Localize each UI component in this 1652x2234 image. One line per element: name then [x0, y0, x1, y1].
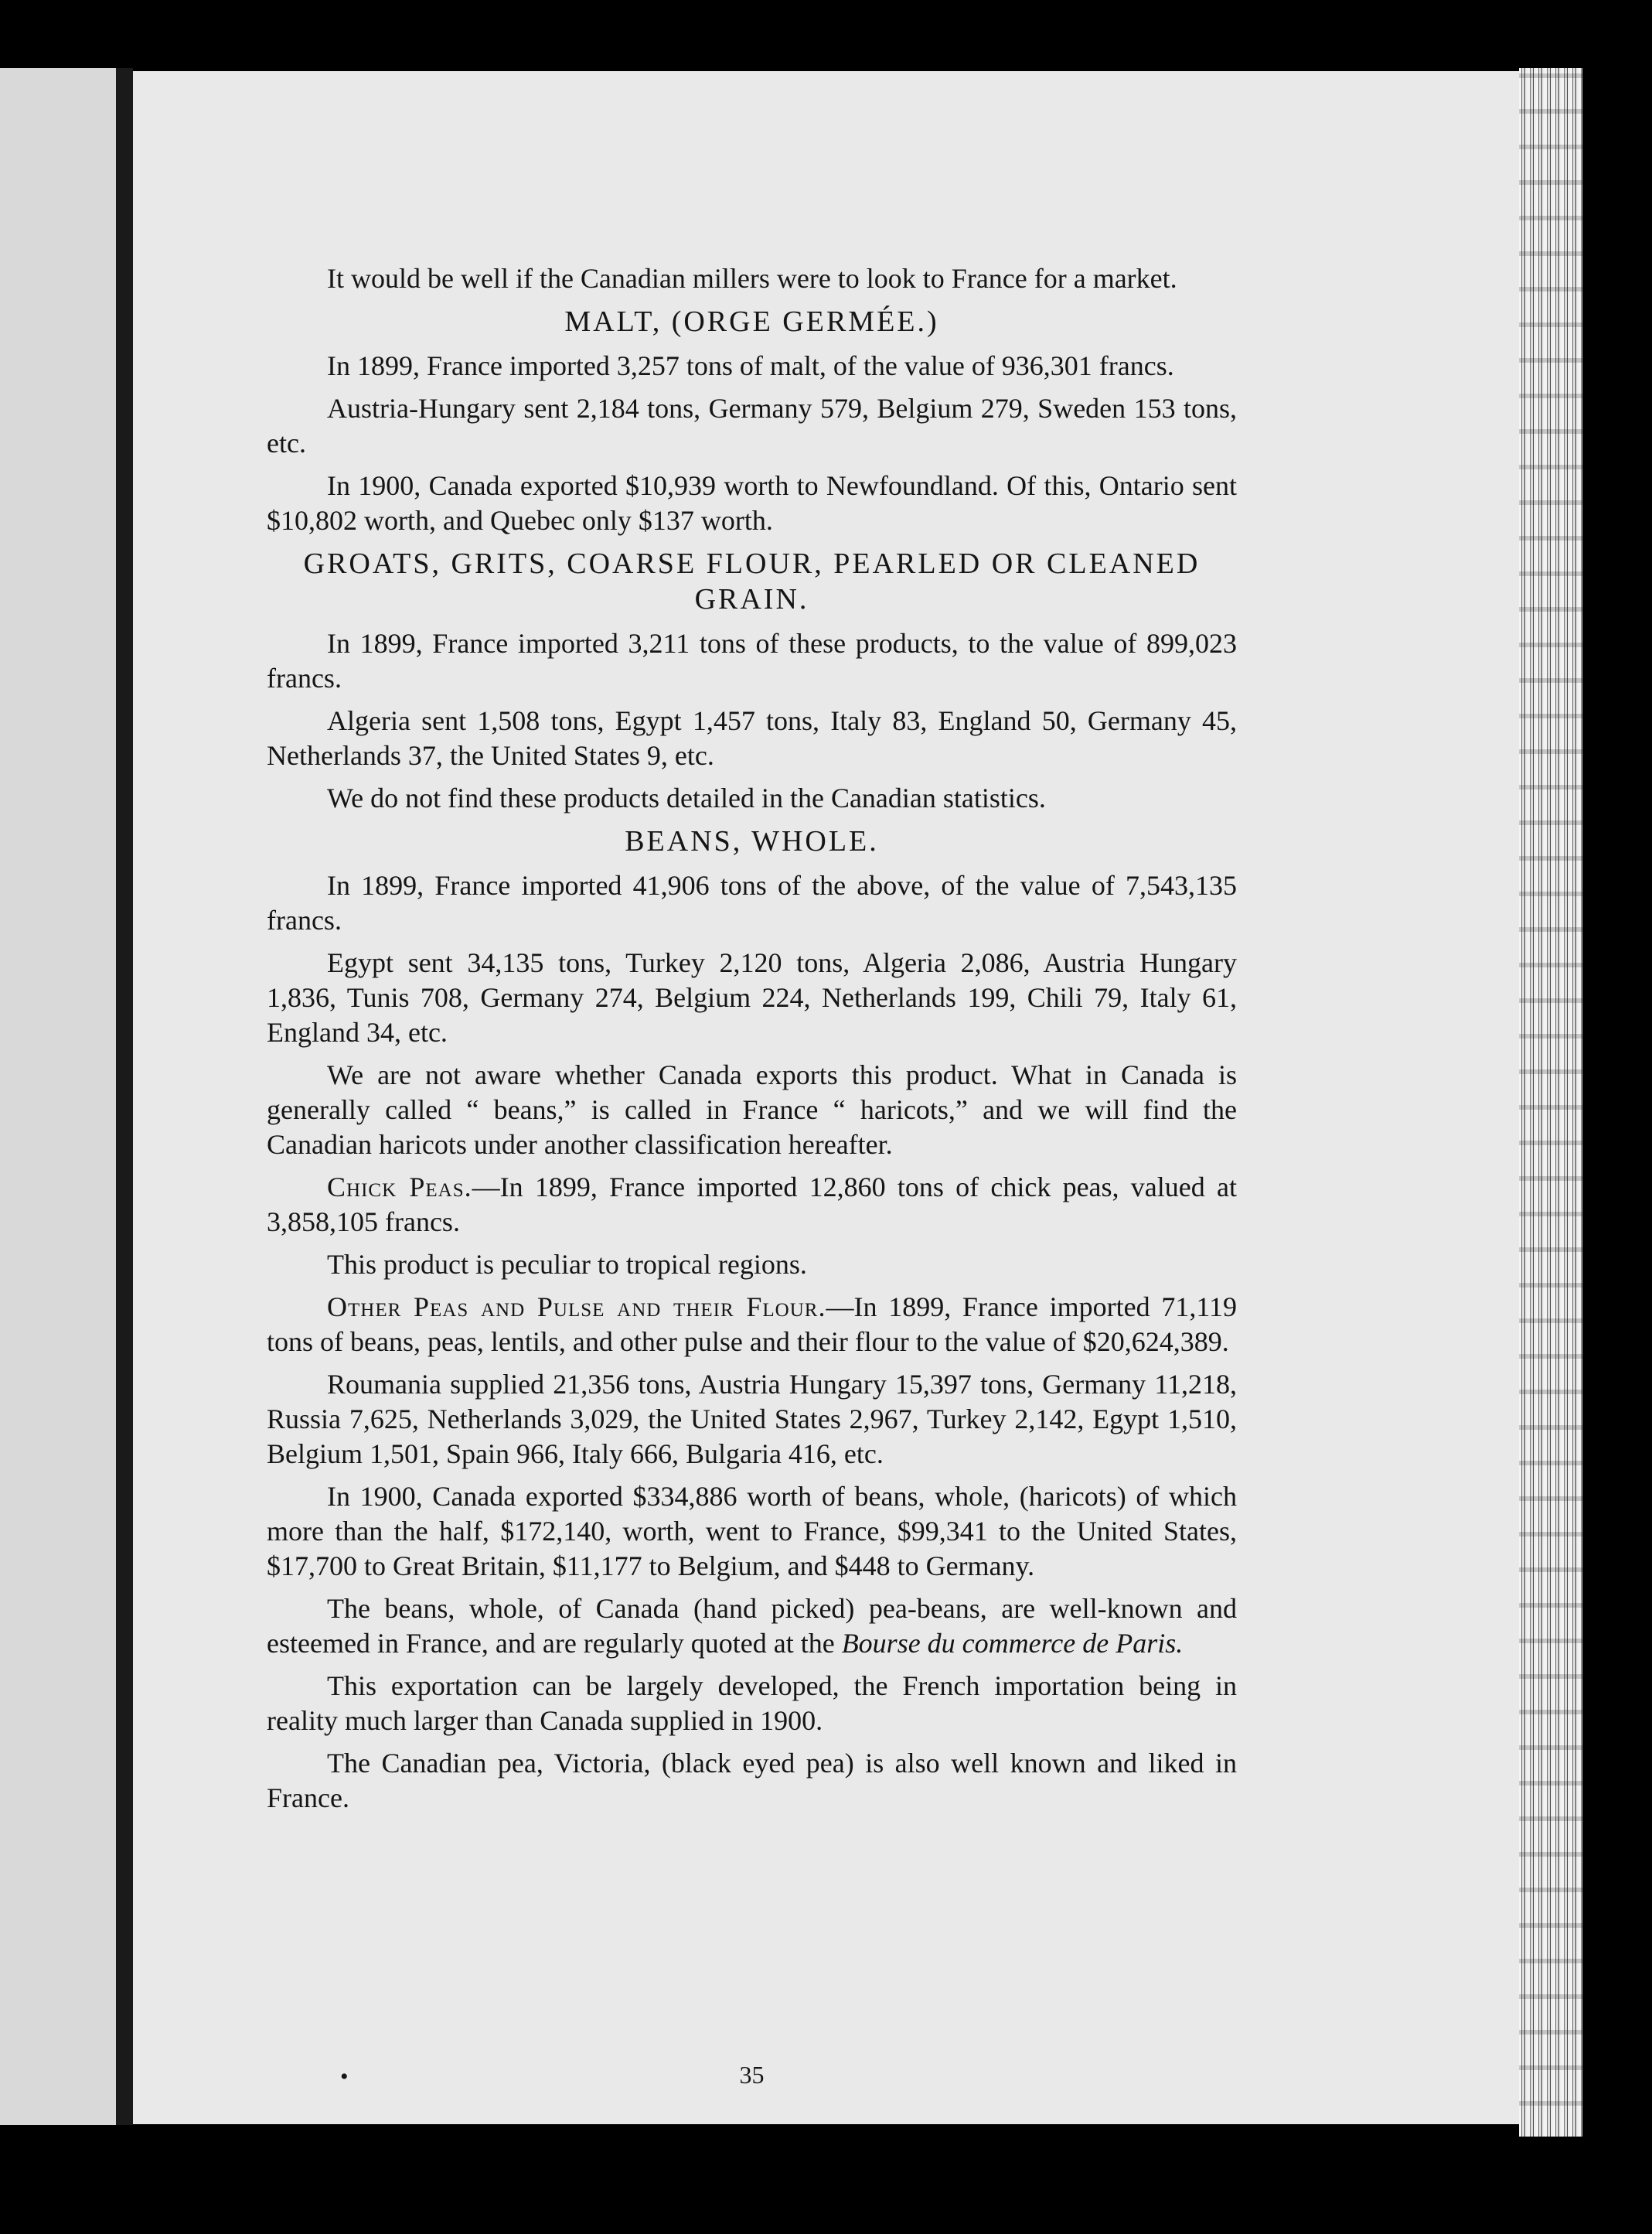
chick-peas-paragraph	[267, 1170, 1237, 1240]
victoria-paragraph: The Canadian pea, Victoria, (black eyed pea) is also well known and liked in France.	[267, 1748, 1237, 1813]
intro-paragraph: It would be well if the Canadian millers were to look to France for a market.	[327, 263, 1177, 294]
beans-heading: BEANS, WHOLE.	[625, 825, 879, 858]
canada-1900-paragraph: In 1900, Canada exported $334,886 worth of beans, whole, (haricots) of which more than the half, $172,140, worth, went to France, $99,341 to the United States, $17,700 to Great Britain, $11,177 to Belgium, and $448 to Germany.	[267, 1481, 1237, 1581]
book-gutter	[116, 68, 133, 2125]
chick-peas-lead: Chick Peas.	[327, 1172, 472, 1202]
other-peas-paragraph	[267, 1290, 1237, 1359]
tropical-paragraph: This product is peculiar to tropical regions.	[327, 1249, 807, 1280]
beans-paragraph-3: We are not aware whether Canada exports this product. What in Canada is generally called “ beans,” is called in France “ haricots,” and we will find the Canadian haricots under another classification hereafter.	[267, 1059, 1237, 1160]
pea-beans-paragraph	[267, 1591, 1237, 1661]
beans-paragraph-1: In 1899, France imported 41,906 tons of the above, of the value of 7,543,135 francs.	[267, 870, 1237, 936]
malt-paragraph-2: Austria-Hungary sent 2,184 tons, Germany 579, Belgium 279, Sweden 153 tons, etc.	[267, 393, 1237, 459]
left-page-edge	[0, 68, 116, 2125]
malt-paragraph-3: In 1900, Canada exported $10,939 worth to Newfoundland. Of this, Ontario sent $10,802 worth, and Quebec only $137 worth.	[267, 470, 1237, 536]
page-stack-edges	[1519, 68, 1582, 2137]
malt-heading: MALT, (ORGE GERMÉE.)	[564, 305, 939, 338]
other-peas-lead: Other Peas and Pulse and their Flour.	[327, 1291, 826, 1322]
page-body	[267, 261, 1237, 1823]
pea-beans-text: The beans, whole, of Canada (hand picked) pea-beans, are well-known and esteemed in France, and are regularly quoted at the	[267, 1593, 1237, 1659]
chick-peas-body: —In 1899, France imported 12,860 tons of chick peas, valued at 3,858,105 francs.	[267, 1172, 1237, 1237]
bourse-italic: Bourse du commerce de Paris.	[841, 1628, 1184, 1659]
groats-paragraph-3: We do not find these products detailed in the Canadian statistics.	[327, 783, 1046, 813]
other-peas-body: —In 1899, France imported 71,119 tons of beans, peas, lentils, and other pulse and their flour to the value of $20,624,389.	[267, 1291, 1237, 1357]
malt-paragraph-1: In 1899, France imported 3,257 tons of malt, of the value of 936,301 francs.	[327, 350, 1174, 381]
exportation-paragraph: This exportation can be largely developed, the French importation being in reality much larger than Canada supplied in 1900.	[267, 1670, 1237, 1736]
page-footer	[267, 2061, 1237, 2092]
roumania-paragraph: Roumania supplied 21,356 tons, Austria Hungary 15,397 tons, Germany 11,218, Russia 7,625, Netherlands 3,029, the United States 2,967, Turkey 2,142, Egypt 1,510, Belgium 1,501, Spain 966, Italy 666, Bulgaria 416, etc.	[267, 1369, 1237, 1469]
groats-paragraph-2: Algeria sent 1,508 tons, Egypt 1,457 tons, Italy 83, England 50, Germany 45, Netherlands 37, the United States 9, etc.	[267, 705, 1237, 771]
groats-paragraph-1: In 1899, France imported 3,211 tons of these products, to the value of 899,023 francs.	[267, 628, 1237, 694]
footer-dot: •	[340, 2064, 349, 2089]
groats-heading: GROATS, GRITS, COARSE FLOUR, PEARLED OR CLEANED GRAIN.	[303, 547, 1201, 616]
page-number: 35	[739, 2061, 765, 2089]
beans-paragraph-2: Egypt sent 34,135 tons, Turkey 2,120 tons, Algeria 2,086, Austria Hungary 1,836, Tunis 708, Germany 274, Belgium 224, Netherlands 199, Chili 79, Italy 61, England 34, etc.	[267, 947, 1237, 1048]
